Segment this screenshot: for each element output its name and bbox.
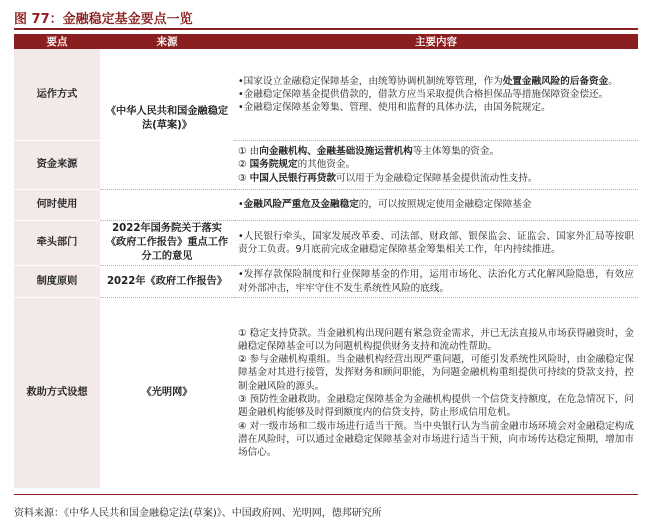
row-content [234,190,638,221]
row-key: 运作方式 [14,49,100,141]
content-line: ④ 对一级市场和二级市场进行适当干预。当中央银行认为当前金融市场环境会对金融稳定构成潜在风险时，可以通过金融稳定保障基金对市场进行适当干预，向市场传达稳定预期，增加市场信心。 [238,420,634,459]
row-source-empty [100,190,234,221]
row-content [234,298,638,489]
row-key: 何时使用 [14,190,100,221]
key-points-table [14,34,638,488]
row-key: 资金来源 [14,141,100,190]
content-line: ② 参与金融机构重组。当金融机构经营出现严重问题，可能引发系统性风险时，由金融稳定保障基金对其进行接管，发挥财务和顾问职能，为问题金融机构重组提供可持续的贷款支持，控制金融风险的源头。 [238,354,634,392]
content-line: ① 由向金融机构、金融基础设施运营机构等主体筹集的资金。 [238,146,500,158]
row-content [234,141,638,190]
table-row [14,221,638,266]
table-row [14,298,638,489]
content-line: •金融稳定保障基金筹集、管理、使用和监督的具体办法，由国务院规定。 [238,102,551,114]
content-line: •国家设立金融稳定保障基金，由统筹协调机制统筹管理，作为处置金融风险的后备资金。 [238,75,618,87]
row-source: 《光明网》 [141,387,193,398]
content-line: ③ 中国人民银行再贷款可以用于为金融稳定保障基金提供流动性支持。 [238,172,538,184]
content-line: •金融稳定保障基金提供借款的，借款方应当采取提供合格担保品等措施保障资金偿还。 [238,88,609,100]
footer-rule [14,494,638,495]
row-content [234,266,638,298]
row-key: 救助方式设想 [14,298,100,489]
table-row [14,266,638,298]
row-key: 牵头部门 [14,221,100,266]
source-note: 资料来源：《中华人民共和国金融稳定法(草案)》、中国政府网、光明网，德邦研究所 [14,508,382,519]
content-line: •发挥存款保险制度和行业保障基金的作用，运用市场化、法治化方式化解风险隐患，有效应对外部冲击，牢牢守住不发生系统性风险的底线。 [238,269,634,294]
header-source: 来源 [100,34,234,49]
content-line: ③ 预防性金融救助。金融稳定保障基金为金融机构提供一个信贷支持额度，在危急情况下，问题金融机构能够及时得到额度内的信贷支持，防止形成信用危机。 [238,394,634,419]
row-content [234,49,638,141]
content-line: ② 国务院规定的其他资金。 [238,159,356,171]
table-row [14,49,638,141]
row-source: 2022年国务院关于落实《政府工作报告》重点工作分工的意见 [100,221,234,266]
table-header-row [14,34,638,49]
content-line: •金融风险严重危及金融稳定的，可以按照规定使用金融稳定保障基金 [238,199,532,211]
title-rule [14,28,638,30]
figure-title: 图 77：金融稳定基金要点一览 [14,12,193,27]
table-row [14,190,638,221]
row-content [234,221,638,266]
row-source: 《中华人民共和国金融稳定法(草案)》 [100,49,234,190]
header-key: 要点 [14,34,100,49]
header-content: 主要内容 [234,34,638,49]
content-line: •人民银行牵头，国家发展改革委、司法部、财政部、银保监会、证监会、国家外汇局等按职责分工负责。9月底前完成金融稳定保障基金筹集相关工作，年内持续推进。 [238,230,634,255]
content-line: ① 稳定支持贷款。当金融机构出现问题有紧急资金需求，并已无法直接从市场获得融资时，金融稳定保障基金可以为问题机构提供财务支持和流动性帮助。 [238,327,634,352]
row-source: 2022年《政府工作报告》 [100,266,234,298]
row-key: 制度原则 [14,266,100,298]
